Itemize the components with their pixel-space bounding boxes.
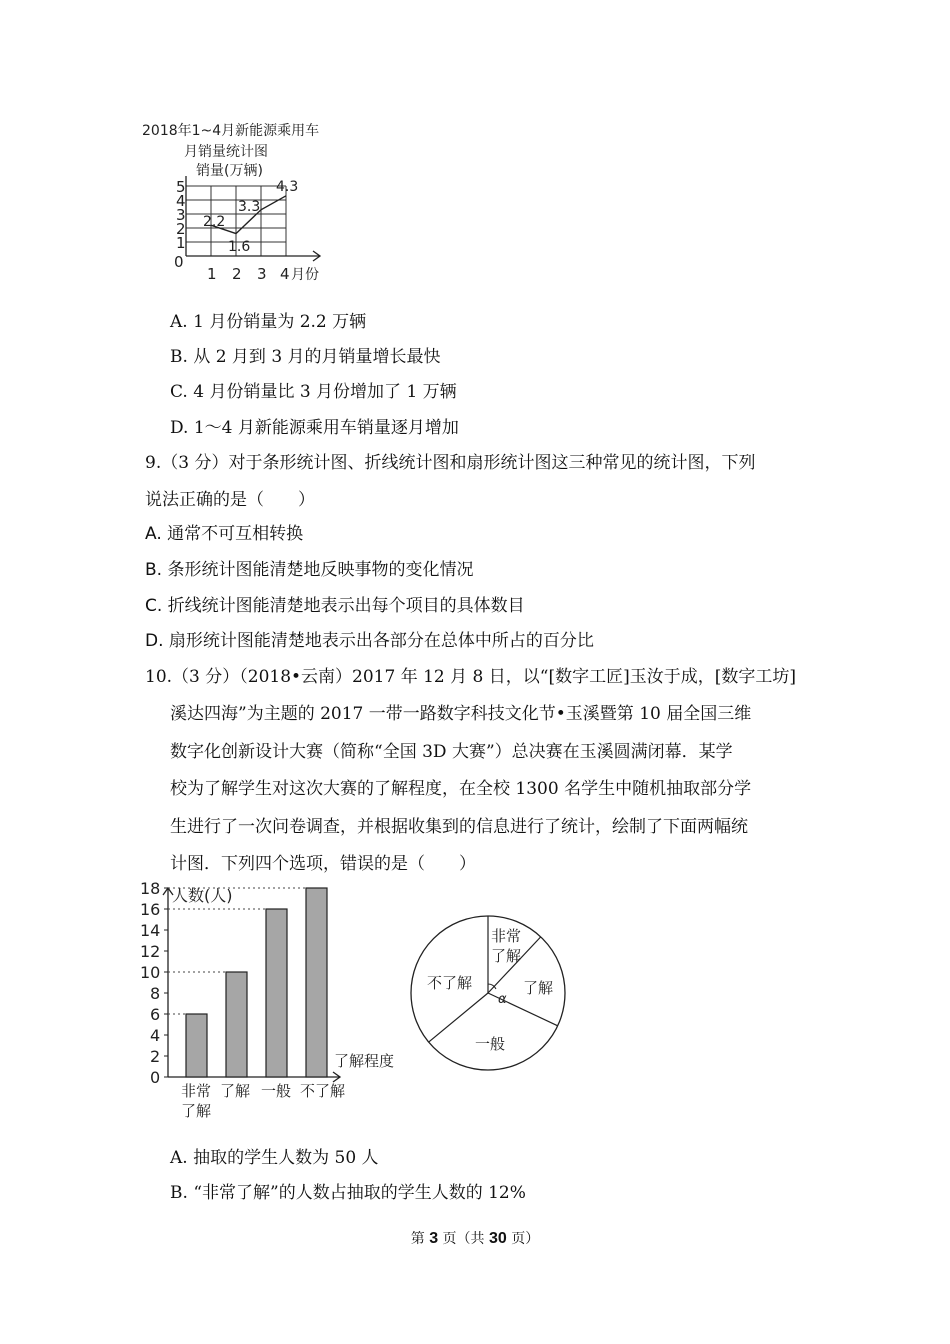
pie-chart bbox=[405, 910, 575, 1080]
bar-ytick-label: 6 bbox=[150, 1005, 161, 1024]
q10-option-a bbox=[170, 1146, 379, 1170]
q10-option-a-text: 抽取的学生人数为 50 人 bbox=[193, 1148, 379, 1168]
q9-option-a-letter: A. bbox=[145, 524, 162, 544]
chart1-ylabel: 销量(万辆) bbox=[196, 163, 263, 179]
q8-option-a bbox=[170, 310, 366, 334]
pie-label-general: 一般 bbox=[475, 1035, 506, 1053]
q9-option-b bbox=[145, 558, 473, 582]
page-footer bbox=[0, 1228, 950, 1248]
q9-option-d-letter: D. bbox=[145, 631, 164, 651]
q9-option-b-text: 条形统计图能清楚地反映事物的变化情况 bbox=[167, 560, 474, 580]
q10-option-b-text: “非常了解”的人数占抽取的学生人数的 12% bbox=[193, 1183, 526, 1203]
q10-stem-line5: 生进行了一次问卷调查，并根据收集到的信息进行了统计，绘制了下面两幅统 bbox=[170, 817, 748, 837]
q9-option-d bbox=[145, 629, 594, 653]
bar-chart bbox=[140, 880, 410, 1125]
pie-label-none: 不了解 bbox=[427, 974, 473, 992]
line-chart bbox=[140, 118, 340, 288]
q8-option-a-text: 1 月份销量为 2.2 万辆 bbox=[193, 312, 367, 332]
pie-label-know: 了解 bbox=[523, 979, 554, 997]
bar-cat-general: 一般 bbox=[261, 1082, 292, 1100]
q9-option-b-letter: B. bbox=[145, 560, 163, 580]
q10-stem-line2: 溪达四海”为主题的 2017 一带一路数字科技文化节•玉溪暨第 10 届全国三维 bbox=[170, 704, 752, 724]
q8-option-b-letter: B. bbox=[170, 347, 188, 367]
footer-page-number: 3 bbox=[429, 1230, 439, 1247]
chart1-xlabel: 月份 bbox=[291, 267, 319, 283]
bar-chart-ylabel: 人数(人) bbox=[172, 886, 233, 905]
q8-option-c-text: 4 月份销量比 3 月份增加了 1 万辆 bbox=[193, 382, 457, 402]
bar-cat-none: 不了解 bbox=[300, 1082, 346, 1100]
chart1-ytick-5: 5 bbox=[176, 178, 186, 196]
bar-ytick-label: 18 bbox=[140, 880, 161, 898]
q8-option-c-letter: C. bbox=[170, 382, 188, 402]
chart1-title-line1: 2018年1~4月新能源乘用车 bbox=[142, 123, 320, 139]
bar-ytick-label: 4 bbox=[150, 1026, 161, 1045]
bar-cat-very-line1: 非常 bbox=[181, 1082, 212, 1100]
chart1-label-mar: 3.3 bbox=[238, 199, 261, 215]
q8-option-d-letter: D. bbox=[170, 418, 189, 438]
q8-option-b-text: 从 2 月到 3 月的月销量增长最快 bbox=[193, 347, 441, 367]
chart1-ytick-2: 2 bbox=[176, 220, 186, 238]
bar bbox=[266, 909, 287, 1077]
q8-option-d bbox=[170, 416, 459, 440]
pie-alpha-label: α bbox=[498, 992, 507, 1007]
footer-pre: 第 bbox=[410, 1231, 430, 1247]
footer-post: 页） bbox=[506, 1231, 540, 1247]
bar-chart-yticks bbox=[140, 880, 168, 1087]
q10-stem-line1: 10.（3 分）（2018•云南）2017 年 12 月 8 日，以“[数字工匠]玉汝于成，[数字工坊] bbox=[145, 667, 796, 687]
q9-option-a-text: 通常不可互相转换 bbox=[167, 524, 304, 544]
q8-option-c bbox=[170, 380, 457, 404]
bar-ytick-label: 10 bbox=[140, 963, 161, 982]
bar-cat-very-line2: 了解 bbox=[181, 1102, 212, 1120]
q10-option-b-letter: B. bbox=[170, 1183, 188, 1203]
chart1-label-jan: 2.2 bbox=[203, 214, 226, 230]
bar-ytick-label: 8 bbox=[150, 984, 161, 1003]
chart1-label-feb: 1.6 bbox=[228, 239, 251, 255]
chart1-ytick-3: 3 bbox=[176, 206, 186, 224]
bar-ytick-label: 16 bbox=[140, 900, 161, 919]
q9-option-c-text: 折线统计图能清楚地表示出每个项目的具体数目 bbox=[167, 596, 525, 616]
bar-ytick-label: 2 bbox=[150, 1047, 161, 1066]
pie-label-very-line1: 非常 bbox=[491, 927, 522, 945]
q10-stem-line6: 计图．下列四个选项，错误的是（ ） bbox=[170, 854, 476, 874]
chart1-xtick-1: 1 bbox=[207, 265, 217, 283]
q10-option-a-letter: A. bbox=[170, 1148, 188, 1168]
bar-ytick-label: 14 bbox=[140, 921, 161, 940]
q9-option-d-text: 扇形统计图能清楚地表示出各部分在总体中所占的百分比 bbox=[168, 631, 594, 651]
q10-stem-line3: 数字化创新设计大赛（简称“全国 3D 大赛”）总决赛在玉溪圆满闭幕．某学 bbox=[170, 742, 733, 762]
footer-mid: 页（共 bbox=[438, 1231, 489, 1247]
bar-chart-xlabel: 了解程度 bbox=[334, 1052, 395, 1070]
chart1-ytick-1: 1 bbox=[176, 234, 186, 252]
bar-chart-bars bbox=[186, 888, 327, 1077]
bar-ytick-label: 12 bbox=[140, 942, 161, 961]
q9-option-c bbox=[145, 594, 525, 618]
q9-stem-line2: 说法正确的是（ ） bbox=[145, 490, 315, 510]
bar bbox=[306, 888, 327, 1077]
q9-option-a bbox=[145, 522, 303, 546]
chart1-label-apr: 4.3 bbox=[276, 179, 299, 195]
q8-option-b bbox=[170, 345, 441, 369]
pie-label-very-line2: 了解 bbox=[491, 947, 522, 965]
q8-option-a-letter: A. bbox=[170, 312, 188, 332]
q9-stem-line1: 9.（3 分）对于条形统计图、折线统计图和扇形统计图这三种常见的统计图，下列 bbox=[145, 453, 756, 473]
bar bbox=[226, 972, 247, 1077]
footer-total-pages: 30 bbox=[489, 1230, 507, 1247]
chart1-xtick-4: 4 bbox=[280, 265, 290, 283]
chart1-xtick-2: 2 bbox=[232, 265, 242, 283]
bar-ytick-label: 0 bbox=[150, 1068, 161, 1087]
q9-option-c-letter: C. bbox=[145, 596, 163, 616]
q10-option-b bbox=[170, 1181, 526, 1205]
q8-option-d-text: 1～4 月新能源乘用车销量逐月增加 bbox=[193, 418, 459, 438]
bar-cat-know: 了解 bbox=[220, 1082, 251, 1100]
bar bbox=[186, 1014, 207, 1077]
q10-stem-line4: 校为了解学生对这次大赛的了解程度，在全校 1300 名学生中随机抽取部分学 bbox=[170, 779, 752, 799]
chart1-ytick-4: 4 bbox=[176, 192, 186, 210]
chart1-xtick-3: 3 bbox=[257, 265, 267, 283]
chart1-ytick-0: 0 bbox=[174, 253, 184, 271]
chart1-title-line2: 月销量统计图 bbox=[184, 144, 268, 160]
